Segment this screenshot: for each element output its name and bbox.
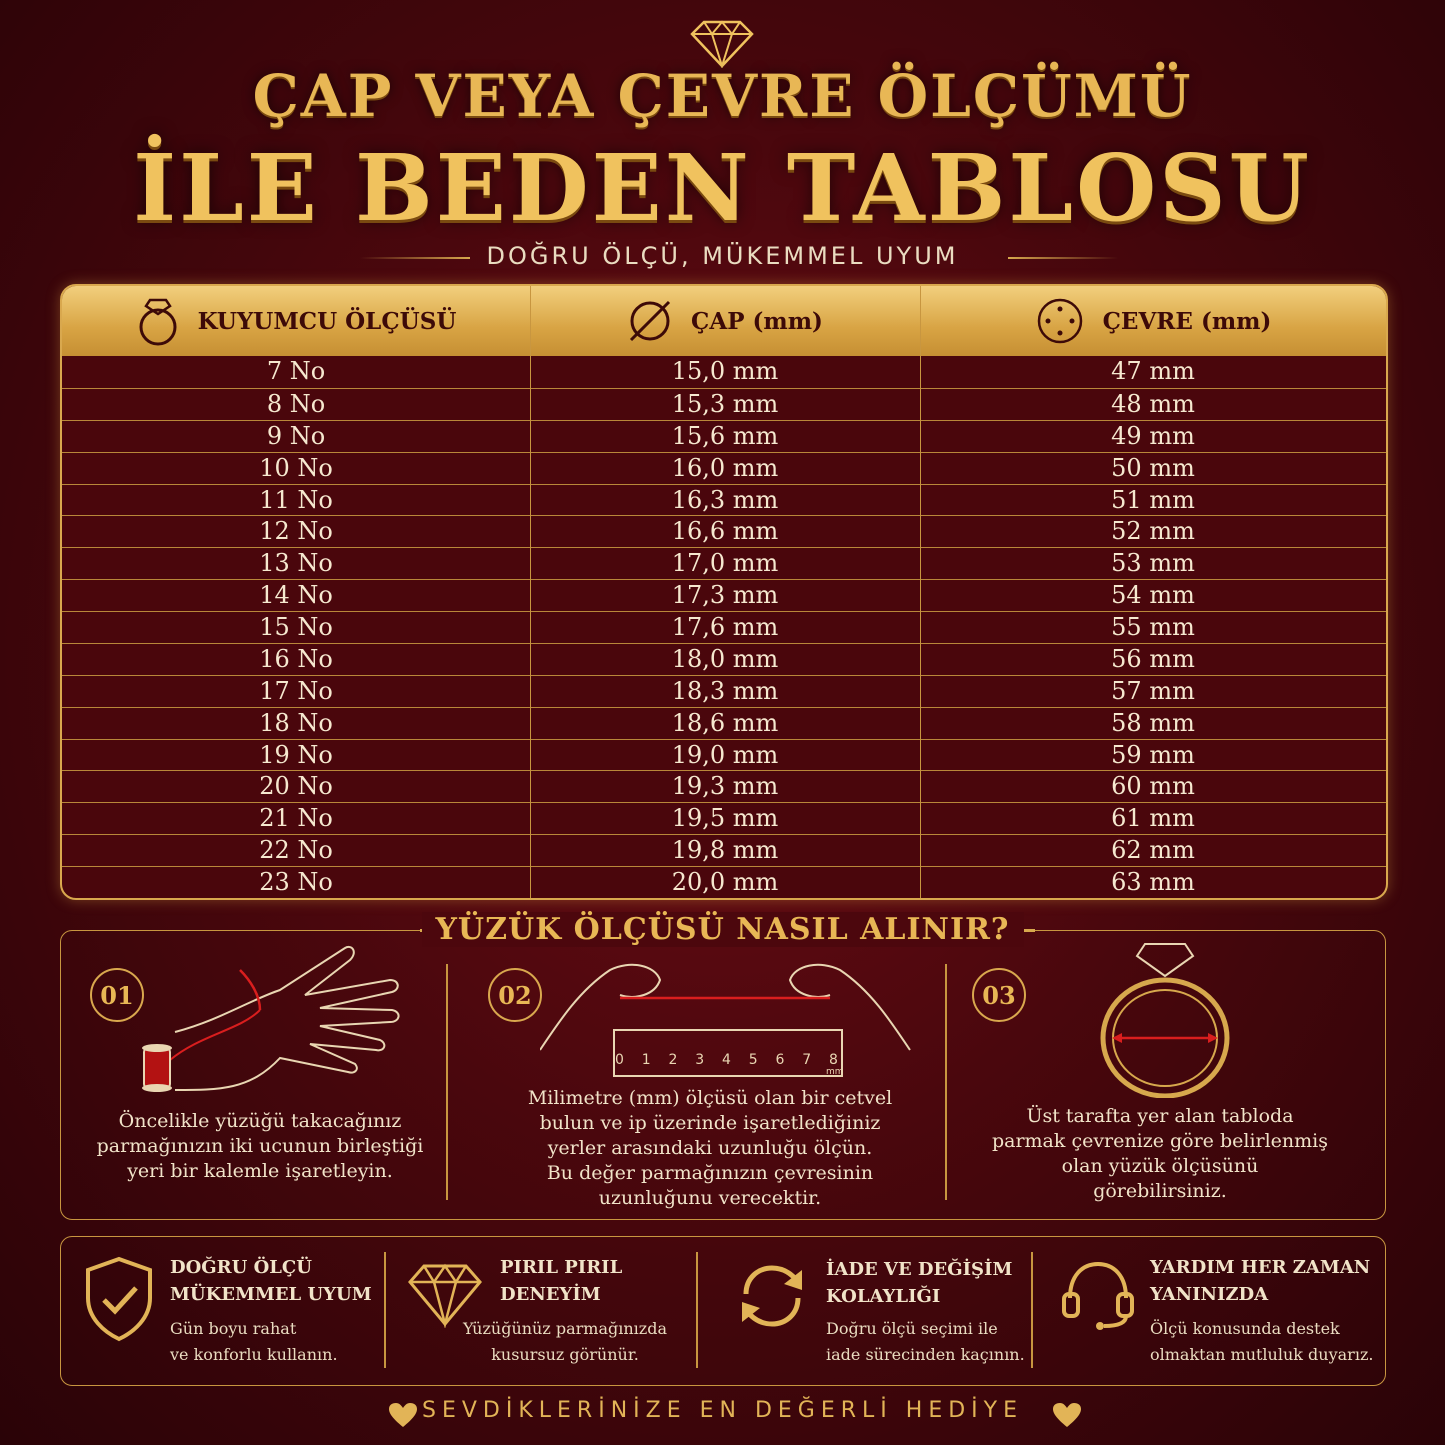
table-cell: 9 No (266, 421, 326, 450)
step-line: Üst tarafta yer alan tabloda (1026, 1105, 1294, 1127)
column-divider (530, 286, 531, 898)
feature-1-text (170, 1316, 338, 1368)
table-cell: 59 mm (1111, 740, 1195, 769)
table-row (62, 452, 1386, 485)
ruler-label: 2 (668, 1052, 678, 1068)
table-cell: 57 mm (1111, 676, 1195, 705)
ruler-label: 0 (615, 1052, 624, 1068)
step-2-text (500, 1086, 920, 1211)
table-row (62, 388, 1386, 421)
table-row (62, 802, 1386, 835)
page-subtitle: DOĞRU ÖLÇÜ, MÜKEMMEL UYUM (486, 242, 959, 270)
feature-title-line: KOLAYLIĞI (826, 1286, 941, 1307)
step-line: yeri bir kalemle işaretleyin. (127, 1160, 393, 1182)
table-cell: 16,6 mm (671, 517, 779, 546)
table-cell: 17,6 mm (671, 613, 779, 642)
feature-text-line: Yüzüğünüz parmağınızda (462, 1319, 667, 1338)
step-3-text (980, 1104, 1340, 1204)
step-separator (446, 964, 448, 1200)
feature-3-title (826, 1256, 1012, 1310)
ruler-label: 6 (775, 1052, 785, 1068)
feature-title-line: DENEYİM (500, 1284, 601, 1305)
table-cell: 21 No (259, 804, 333, 833)
footer-tagline: SEVDİKLERİNİZE EN DEĞERLİ HEDİYE (422, 1398, 1023, 1423)
feature-text-line: Gün boyu rahat (170, 1319, 297, 1338)
column-header-label: KUYUMCU ÖLÇÜSÜ (197, 307, 457, 335)
table-cell: 53 mm (1111, 549, 1195, 578)
ring-diameter-icon (1090, 938, 1240, 1098)
table-cell: 15 No (259, 613, 333, 642)
table-row (62, 547, 1386, 580)
table-cell: 19,3 mm (671, 772, 779, 801)
table-cell: 54 mm (1111, 581, 1195, 610)
ruler-label: 8 (829, 1052, 838, 1068)
table-cell: 52 mm (1111, 517, 1195, 546)
feature-1-title (170, 1254, 372, 1308)
column-header-circumference (920, 286, 1386, 356)
step-line: Öncelikle yüzüğü takacağınız (118, 1110, 402, 1132)
page-title-line2: İLE BEDEN TABLOSU (133, 134, 1312, 242)
step-line: parmak çevrenize göre belirlenmiş (991, 1130, 1329, 1152)
ruler-label: 7 (802, 1052, 812, 1068)
column-header-label: ÇEVRE (mm) (1102, 307, 1272, 335)
table-row (62, 707, 1386, 740)
table-row (62, 356, 1386, 388)
howto-title-text: YÜZÜK ÖLÇÜSÜ NASIL ALINIR? (422, 912, 1024, 947)
refresh-icon (736, 1262, 808, 1330)
feature-text-line: Ölçü konusunda destek (1150, 1319, 1340, 1338)
feature-separator (384, 1252, 386, 1368)
table-cell: 8 No (266, 389, 326, 418)
ruler (614, 1050, 842, 1080)
step-line: yerler arasındaki uzunluğu ölçün. (547, 1137, 873, 1159)
table-cell: 19,0 mm (671, 740, 779, 769)
table-cell: 58 mm (1111, 708, 1195, 737)
table-cell: 16,0 mm (671, 453, 779, 482)
feature-text-line: Doğru ölçü seçimi ile (826, 1319, 998, 1338)
table-row (62, 643, 1386, 676)
table-cell: 7 No (266, 357, 326, 385)
table-row (62, 739, 1386, 772)
table-row (62, 579, 1386, 612)
feature-title-line: DOĞRU ÖLÇÜ (170, 1257, 312, 1278)
feature-text-line: ve konforlu kullanın. (170, 1345, 338, 1364)
table-cell: 17 No (259, 676, 333, 705)
table-cell: 19,5 mm (671, 804, 779, 833)
feature-text-line: olmaktan mutluluk duyarız. (1150, 1345, 1374, 1364)
step-separator (945, 964, 947, 1200)
step-number: 02 (488, 968, 542, 1022)
table-row (62, 770, 1386, 803)
size-table (60, 284, 1388, 900)
divider (1008, 257, 1118, 259)
table-row (62, 834, 1386, 867)
shield-check-icon (82, 1256, 156, 1342)
headset-icon (1060, 1258, 1136, 1332)
ruler-label: 5 (748, 1052, 758, 1068)
table-cell: 19 No (259, 740, 333, 769)
feature-title-line: YARDIM HER ZAMAN (1150, 1257, 1371, 1278)
table-cell: 17,3 mm (671, 581, 779, 610)
diamond-icon (690, 18, 754, 68)
table-row (62, 484, 1386, 517)
table-row (62, 675, 1386, 708)
feature-text-line: iade sürecinden kaçının. (826, 1345, 1025, 1364)
table-cell: 60 mm (1111, 772, 1195, 801)
table-cell: 12 No (259, 517, 333, 546)
table-cell: 49 mm (1111, 421, 1195, 450)
table-row (62, 515, 1386, 548)
step-line: olan yüzük ölçüsünü (1061, 1155, 1259, 1177)
table-cell: 51 mm (1111, 485, 1195, 514)
diameter-icon (627, 298, 673, 344)
step-line: uzunluğunu verecektir. (598, 1187, 822, 1209)
step-1-text (90, 1109, 430, 1184)
ruler-label: 1 (641, 1052, 651, 1068)
table-cell: 61 mm (1111, 804, 1195, 833)
step-line: bulun ve ip üzerinde işaretlediğiniz (539, 1112, 881, 1134)
table-cell: 15,0 mm (671, 357, 779, 385)
table-cell: 18 No (259, 708, 333, 737)
feature-2-text (440, 1316, 690, 1368)
step-line: görebilirsiniz. (1093, 1180, 1227, 1202)
table-cell: 18,0 mm (671, 644, 779, 673)
column-divider (920, 286, 921, 898)
column-header-label: ÇAP (mm) (691, 307, 823, 335)
feature-title-line: YANINIZDA (1150, 1284, 1269, 1305)
column-header-jeweler-size (62, 286, 530, 356)
table-cell: 48 mm (1111, 389, 1195, 418)
feature-separator (696, 1252, 698, 1368)
table-cell: 50 mm (1111, 453, 1195, 482)
table-cell: 18,3 mm (671, 676, 779, 705)
heart-icon (1052, 1402, 1082, 1428)
table-cell: 22 No (259, 836, 333, 865)
table-cell: 10 No (259, 453, 333, 482)
feature-2-title (500, 1254, 622, 1308)
step-line: parmağınızın iki ucunun birleştiği (96, 1135, 424, 1157)
feature-3-text (826, 1316, 1025, 1368)
table-cell: 15,3 mm (671, 389, 779, 418)
feature-title-line: PIRIL PIRIL (500, 1257, 623, 1278)
ruler-label: 4 (722, 1052, 731, 1068)
step-line: Bu değer parmağınızın çevresinin (546, 1162, 874, 1184)
table-cell: 63 mm (1111, 868, 1195, 897)
feature-4-title (1150, 1254, 1370, 1308)
feature-title-line: İADE VE DEĞİŞİM (826, 1259, 1013, 1280)
table-cell: 11 No (259, 485, 333, 514)
table-cell: 55 mm (1111, 613, 1195, 642)
table-row (62, 420, 1386, 453)
step-number: 03 (972, 968, 1026, 1022)
feature-separator (1031, 1252, 1033, 1368)
circumference-icon (1035, 296, 1085, 346)
table-cell: 13 No (259, 549, 333, 578)
table-cell: 16 No (259, 644, 333, 673)
table-cell: 17,0 mm (671, 549, 779, 578)
step-number: 01 (90, 968, 144, 1022)
table-cell: 14 No (259, 581, 333, 610)
feature-4-text (1150, 1316, 1373, 1368)
ruler-label: 3 (695, 1052, 705, 1068)
table-header (62, 286, 1386, 356)
feature-title-line: MÜKEMMEL UYUM (170, 1284, 372, 1305)
column-header-diameter (530, 286, 920, 356)
table-cell: 56 mm (1111, 644, 1195, 673)
step-line: Milimetre (mm) ölçüsü olan bir cetvel (527, 1087, 893, 1109)
table-cell: 62 mm (1111, 836, 1195, 865)
table-cell: 16,3 mm (671, 485, 779, 514)
table-cell: 15,6 mm (671, 421, 779, 450)
table-cell: 47 mm (1111, 357, 1195, 385)
hand-thread-icon (130, 940, 410, 1100)
ruler-unit: mm (826, 1067, 844, 1077)
table-row (62, 866, 1386, 899)
table-row (62, 611, 1386, 644)
table-cell: 19,8 mm (671, 836, 779, 865)
ring-icon (136, 294, 180, 348)
table-cell: 20 No (259, 772, 333, 801)
table-cell: 18,6 mm (671, 708, 779, 737)
table-cell: 20,0 mm (671, 868, 779, 897)
table-cell: 23 No (259, 868, 333, 897)
feature-text-line: kusursuz görünür. (491, 1345, 639, 1364)
page-title-line1: ÇAP VEYA ÇEVRE ÖLÇÜMÜ (252, 62, 1193, 130)
